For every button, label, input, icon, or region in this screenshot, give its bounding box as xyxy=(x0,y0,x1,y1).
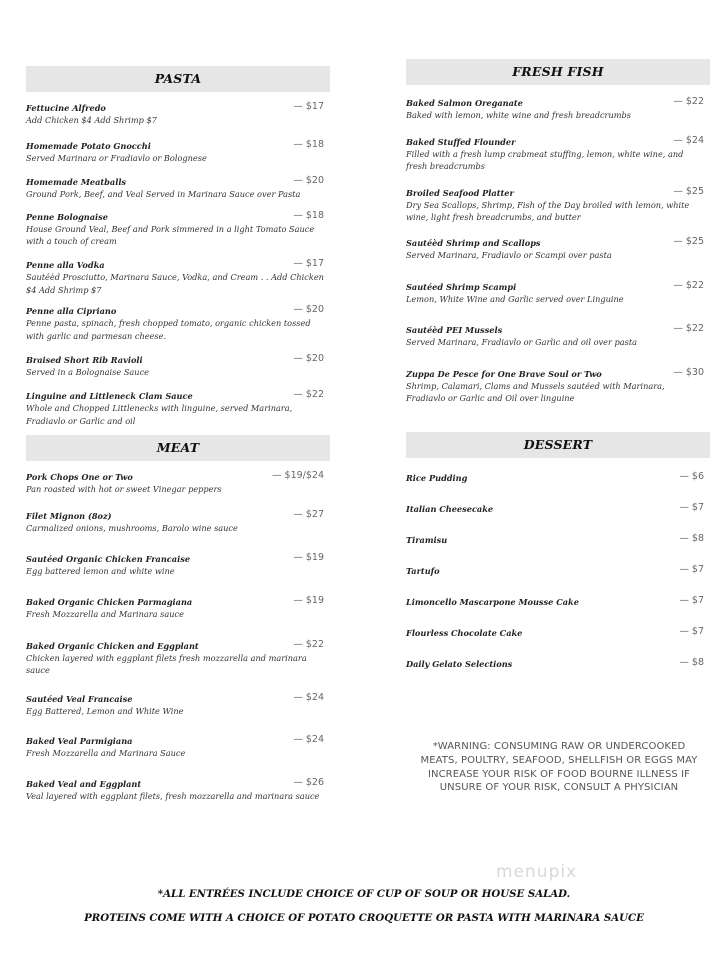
item-name: Baked Organic Chicken and Eggplant xyxy=(26,640,199,651)
item-name: Baked Stuffed Flounder xyxy=(406,136,516,147)
item-price: — $18 xyxy=(293,138,324,150)
item-price: — $20 xyxy=(293,175,324,187)
menu-item xyxy=(26,102,330,127)
item-desc: Veal layered with eggplant filets, fresh mozzarella and marinara sauce xyxy=(26,790,320,801)
item-name: Penne alla Vodka xyxy=(26,259,105,270)
item-desc: Baked with lemon, white wine and fresh breadcrumbs xyxy=(406,110,631,120)
item-desc: Served in a Bolognaise Sauce xyxy=(26,367,150,378)
item-price: — $6 xyxy=(679,470,704,482)
item-name: Fettucine Alfredo xyxy=(26,103,106,113)
item-desc: Add Chicken $4 Add Shrimp $7 xyxy=(26,115,157,125)
item-price: — $19 xyxy=(293,594,324,606)
fresh-fish-header: FRESH FISH xyxy=(406,59,710,85)
item-desc: House Ground Veal, Beef and Pork simmered in a light Tomato Sauce with a touch of cream xyxy=(26,223,315,247)
item-name: Baked Veal and Eggplant xyxy=(26,778,142,789)
pasta-header: PASTA xyxy=(26,66,330,92)
item-price: — $8 xyxy=(679,656,704,668)
item-name: Sautéèd PEI Mussels xyxy=(406,325,503,336)
item-price: — $17 xyxy=(293,257,324,269)
menu-item xyxy=(26,140,330,165)
item-desc: Egg battered lemon and white wine xyxy=(26,566,175,577)
item-price: — $25 xyxy=(673,185,704,197)
fish-list xyxy=(406,97,710,405)
item-desc: Fresh Mozzarella and Marinara sauce xyxy=(26,608,184,619)
item-price: — $18 xyxy=(293,209,324,221)
item-desc: Pan roasted with hot or sweet Vinegar peppers xyxy=(26,484,222,495)
item-price: — $22 xyxy=(293,388,324,400)
item-desc: Served Marinara or Fradiavlo or Bolognese xyxy=(26,152,207,163)
item-desc: Dry Sea Scallops, Shrimp, Fish of the Day broiled with lemon, white wine, light fresh breadcrumbs, and butter xyxy=(406,199,690,223)
item-name: Sautéed Shrimp Scampi xyxy=(406,281,517,292)
item-desc: Egg Battered, Lemon and White Wine xyxy=(26,705,184,716)
item-name: Flourless Chocolate Cake xyxy=(406,627,523,638)
item-price: — $22 xyxy=(673,279,704,291)
menu-item xyxy=(406,534,710,553)
item-price: — $24 xyxy=(673,134,704,146)
item-name: Zuppa De Pesce for One Brave Soul or Two xyxy=(406,368,602,379)
item-desc: Shrimp, Calamari, Clams and Mussels sautéed with Marinara, Fradiavlo or Garlic and Oil over linguine xyxy=(406,380,665,404)
menu-item xyxy=(26,259,330,296)
item-price: — $8 xyxy=(679,532,704,544)
item-name: Rice Pudding xyxy=(406,472,468,483)
menu-item xyxy=(406,324,710,349)
item-name: Sautéed Veal Francaise xyxy=(26,693,133,704)
item-desc: Sautéèd Prosciutto, Marinara Sauce, Vodka, and Cream . . Add Chicken $4 Add Shrimp $7 xyxy=(26,271,324,295)
item-name: Limoncello Mascarpone Mousse Cake xyxy=(406,596,579,607)
menu-item xyxy=(406,503,710,522)
item-desc: Served Marinara, Fradiavlo or Garlic and oil over pasta xyxy=(406,337,638,348)
menu-item xyxy=(26,471,330,496)
footer-entrees-note: *ALL ENTRÉES INCLUDE CHOICE OF CUP OF SOUP OR HOUSE SALAD. xyxy=(157,888,571,900)
menu-item xyxy=(26,693,330,718)
item-name: Braised Short Rib Ravioli xyxy=(26,355,143,366)
menu-item xyxy=(26,390,330,427)
item-desc: Filled with a fresh lump crabmeat stuffing, lemon, white wine, and fresh breadcrumbs xyxy=(406,148,684,172)
item-name: Pork Chops One or Two xyxy=(26,472,133,483)
item-desc: Ground Pork, Beef, and Veal Served in Marinara Sauce over Pasta xyxy=(26,189,301,200)
item-desc: Penne pasta, spinach, fresh chopped tomato, organic chicken tossed with garlic and parmesan cheese. xyxy=(26,318,311,341)
footer-proteins-note: PROTEINS COME WITH A CHOICE OF POTATO CROQUETTE OR PASTA WITH MARINARA SAUCE xyxy=(84,912,644,924)
item-price: — $26 xyxy=(293,776,324,788)
item-name: Sautéèd Shrimp and Scallops xyxy=(406,237,541,248)
item-name: Filet Mignon (8oz) xyxy=(26,510,112,521)
menu-item xyxy=(26,640,330,677)
dessert-list xyxy=(406,472,710,677)
item-price: — $7 xyxy=(679,594,704,606)
menu-item xyxy=(406,136,710,173)
item-price: — $27 xyxy=(293,508,324,520)
item-name: Sautéed Organic Chicken Francaise xyxy=(26,554,191,565)
menu-item xyxy=(26,510,330,535)
item-desc: Chicken layered with eggplant filets fresh mozzarella and marinara sauce xyxy=(26,652,307,676)
menu-item xyxy=(406,97,710,122)
menu-item xyxy=(406,658,710,677)
item-name: Broiled Seafood Platter xyxy=(406,187,514,198)
item-price: — $19/$24 xyxy=(272,470,324,482)
menupix-watermark: menupix xyxy=(496,862,578,882)
item-price: — $7 xyxy=(679,563,704,575)
item-name: Italian Cheesecake xyxy=(406,503,494,514)
menu-item xyxy=(26,211,330,248)
item-desc: Served Marinara, Fradiavlo or Scampi over pasta xyxy=(406,249,612,260)
menu-item xyxy=(26,553,330,578)
menu-item xyxy=(26,735,330,760)
menu-item xyxy=(406,368,710,405)
item-price: — $7 xyxy=(679,625,704,637)
food-safety-warning: *WARNING: CONSUMING RAW OR UNDERCOOKED MEATS, POULTRY, SEAFOOD, SHELLFISH OR EGGS MAY INCREASE YOUR RISK OF FOOD BOURNE ILLNESS IF UNSURE OF YOUR RISK, CONSULT A PHYSICIAN xyxy=(420,741,698,794)
menu-item xyxy=(406,596,710,615)
dessert-header: DESSERT xyxy=(406,432,710,458)
item-price: — $19 xyxy=(293,552,324,564)
meat-list xyxy=(26,471,330,802)
pasta-list xyxy=(26,102,330,427)
menu-item xyxy=(406,565,710,584)
item-name: Daily Gelato Selections xyxy=(406,658,513,669)
item-desc: Carmalized onions, mushrooms, Barolo wine sauce xyxy=(26,522,238,533)
item-name: Baked Organic Chicken Parmagiana xyxy=(26,596,193,607)
menu-item xyxy=(406,281,710,306)
menu-item xyxy=(26,778,330,803)
item-name: Tiramisu xyxy=(406,534,448,545)
item-name: Penne alla Cipriano xyxy=(26,306,117,317)
item-desc: Fresh Mozzarella and Marinara Sauce xyxy=(26,748,186,759)
item-price: — $7 xyxy=(679,501,704,513)
item-price: — $22 xyxy=(673,96,704,107)
item-name: Homemade Meatballs xyxy=(26,177,127,188)
menu-item xyxy=(26,305,330,342)
menu-item xyxy=(406,237,710,262)
item-desc: Whole and Chopped Littlenecks with linguine, served Marinara, Fradiavlo or Garlic and oil xyxy=(26,402,293,426)
item-price: — $17 xyxy=(293,101,324,112)
item-name: Baked Salmon Oreganate xyxy=(406,98,523,108)
item-price: — $24 xyxy=(293,691,324,703)
item-name: Penne Bolognaise xyxy=(26,211,108,222)
item-price: — $22 xyxy=(673,323,704,335)
item-price: — $20 xyxy=(293,304,324,316)
menu-item xyxy=(26,176,330,201)
right-column xyxy=(406,59,710,677)
item-price: — $22 xyxy=(293,638,324,650)
item-price: — $30 xyxy=(673,366,704,378)
item-desc: Lemon, White Wine and Garlic served over Linguine xyxy=(406,293,624,304)
item-name: Tartufo xyxy=(406,565,440,576)
item-name: Homemade Potato Gnocchi xyxy=(26,140,151,151)
menu-item xyxy=(26,354,330,379)
item-price: — $25 xyxy=(673,235,704,247)
menu-item xyxy=(406,187,710,224)
item-name: Baked Veal Parmigiana xyxy=(26,736,133,747)
item-name: Linguine and Littleneck Clam Sauce xyxy=(26,390,193,401)
meat-header: MEAT xyxy=(26,435,330,461)
menu-item xyxy=(406,472,710,491)
left-column xyxy=(26,66,330,802)
item-price: — $24 xyxy=(293,734,324,746)
item-price: — $20 xyxy=(293,353,324,365)
menu-item xyxy=(406,627,710,646)
menu-item xyxy=(26,596,330,621)
